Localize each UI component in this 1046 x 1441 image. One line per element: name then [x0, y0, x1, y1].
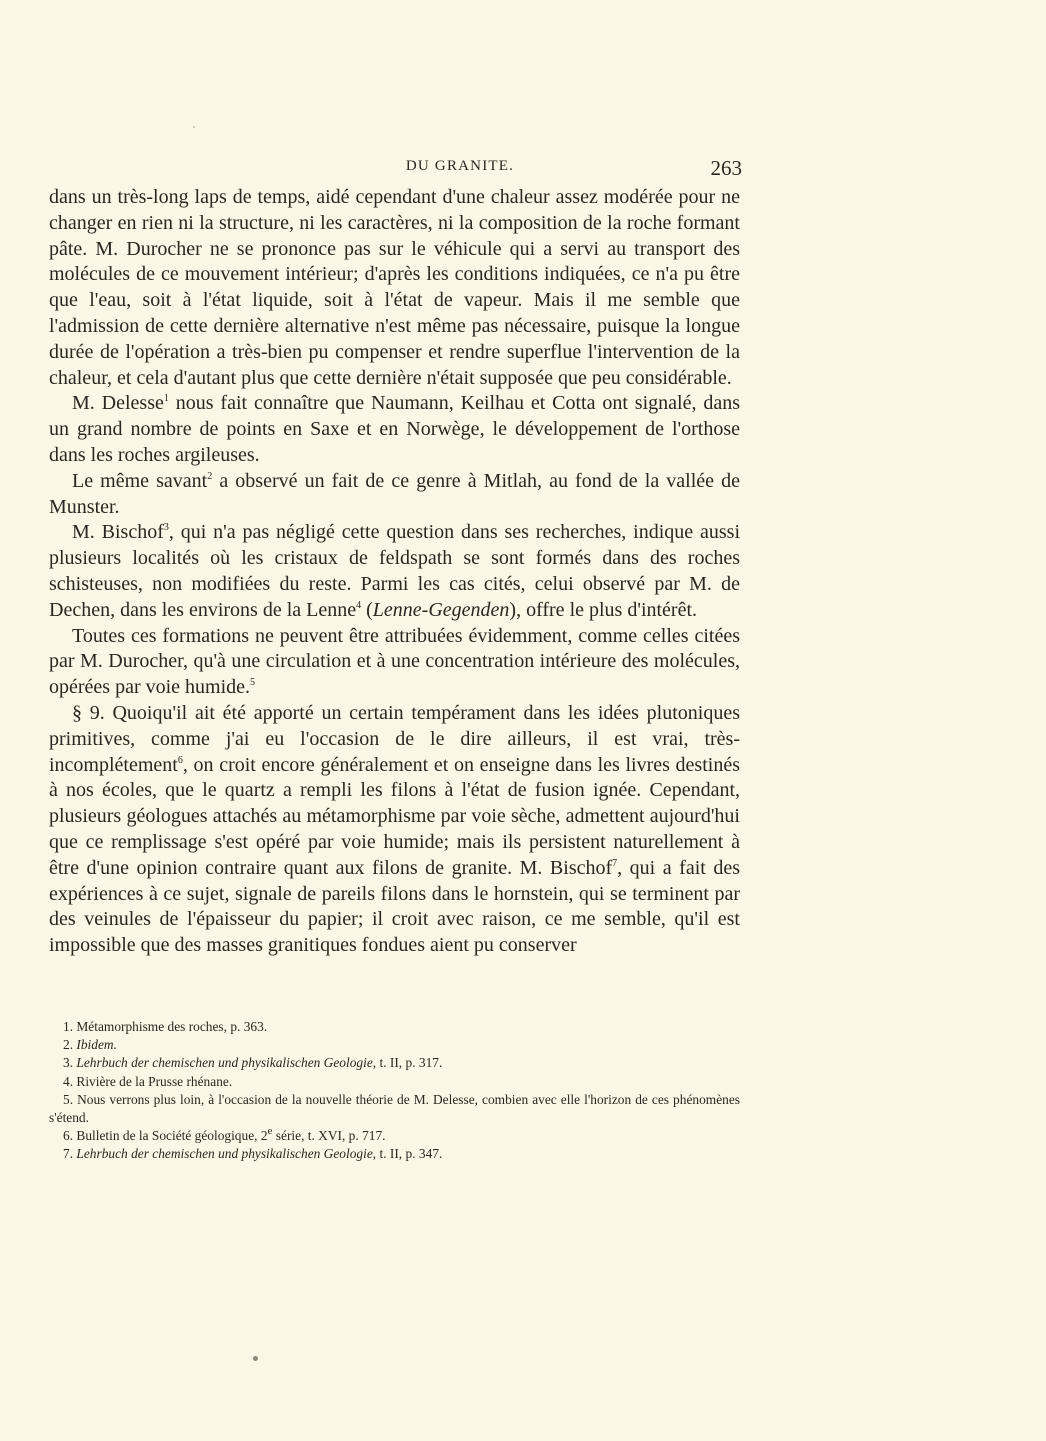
footnote-ref: 7 [612, 857, 618, 869]
paragraph-1: dans un très-long laps de temps, aidé cependant d'une chaleur assez modérée pour ne changer en rien ni la structure, ni les caractères, ni la composition de la roche formant pâte. M. Durocher ne se prononce pas sur le véhicule qui a servi au transport des molécules de ce mouvement intérieur; d'après les conditions indiquées, ce n'a pu être que l'eau, soit à l'état liquide, soit à l'état de vapeur. Mais il me semble que l'admission de cette dernière alternative n'est même pas nécessaire, puisque la longue durée de l'opération a très-bien pu compenser et rendre superflue l'intervention de la chaleur, et cela d'autant plus que cette dernière n'était supposée que peu considérable. [49, 186, 740, 389]
footnote-3 [49, 1054, 740, 1072]
text-run: M. Bischof [72, 521, 164, 544]
text-run: , t. II, p. 347. [372, 1146, 443, 1162]
footnote-7 [49, 1145, 740, 1163]
paragraph-2 [49, 391, 740, 468]
italic-citation: Lehrbuch der chemischen und physikalischen Geologie [76, 1055, 373, 1071]
footnotes [49, 1018, 740, 1164]
text-run: série, t. XVI, p. 717. [272, 1128, 386, 1144]
body-text [49, 185, 740, 959]
page-number: 263 [710, 156, 742, 180]
text-run: , t. II, p. 317. [372, 1055, 443, 1071]
text-run: nous fait connaître que Naumann, Keilhau et Cotta ont signalé, dans un grand nombre de points en Saxe et en Norwège, le développement de l'orthose dans les roches argileuses. [49, 392, 740, 466]
italic-citation: Lehrbuch der chemischen und physikalischen Geologie [76, 1146, 373, 1162]
footnote-6 [49, 1127, 740, 1145]
text-run: a observé un fait de ce genre à Mitlah, au fond de la vallée de Munster. [49, 469, 740, 518]
text-run: , qui n'a pas négligé cette question dans ses recherches, indique aussi plusieurs localités où les cristaux de feldspath se sont formés dans des roches schisteuses, non modifiées du reste. Parmi les cas cités, celui observé par M. de Dechen, dans les environs de la Lenne [49, 521, 741, 621]
ink-dot [253, 1356, 258, 1361]
footnote-ref: 6 [177, 754, 183, 766]
footnote-number: 2. [63, 1037, 77, 1053]
footnote-ref: 1 [163, 393, 169, 405]
footnote-ref: 4 [356, 599, 362, 611]
text-run: Le même savant [72, 469, 208, 492]
paragraph-3 [49, 469, 740, 521]
paragraph-6 [49, 701, 740, 959]
text-run: ( [361, 598, 373, 621]
footnote-number: 3. [63, 1055, 77, 1071]
running-title: DU GRANITE. [405, 158, 515, 174]
italic-term: Lenne-Gegenden [372, 598, 510, 621]
footnote-ref: 5 [250, 677, 256, 689]
footnote-number: 7. [63, 1146, 77, 1162]
footnote-ref: 2 [207, 470, 213, 482]
text-run: , qui a fait des expériences à ce sujet, signale de pareils filons dans le hornstein, qui se terminent par des veinules de l'épaisseur du papier; il croit avec raison, ce me semble, qu'il est impossible que des masses granitiques fondues aient pu conserver [49, 856, 740, 957]
footnote-1: 1. Métamorphisme des roches, p. 363. [63, 1019, 268, 1034]
paragraph-4 [49, 520, 740, 623]
running-header [0, 158, 1046, 184]
ordinal-superscript: e [267, 1125, 273, 1138]
footnote-5: 5. Nous verrons plus loin, à l'occasion de la nouvelle théorie de M. Delesse, combien avec elle l'horizon de ces phénomènes s'étend. [49, 1091, 740, 1126]
footnote-ref: 3 [163, 522, 169, 534]
paragraph-5 [49, 624, 740, 701]
footnote-2 [49, 1036, 740, 1054]
text-run: M. Delesse [72, 392, 164, 415]
text-run: , on croit encore généralement et on enseigne dans les livres destinés à nos écoles, que le quartz a rempli les filons à l'état de fusion ignée. Cependant, plusieurs géologues attachés au métamorphisme par voie sèche, admettent aujourd'hui que ce remplissage s'est opéré par voie humide; mais ils persistent naturellement à être d'une opinion contraire quant aux filons de granite. M. Bischof [49, 753, 740, 879]
text-run: 6. Bulletin de la Société géologique, 2 [63, 1128, 268, 1144]
italic-citation: Ibidem. [76, 1037, 117, 1053]
text-run: § 9. Quoiqu'il ait été apporté un certain tempérament dans les idées plutoniques primitives, comme j'ai eu l'occasion de le dire ailleurs, il est vrai, très-incomplétement [49, 701, 740, 776]
footnote-4: 4. Rivière de la Prusse rhénane. [63, 1073, 233, 1089]
text-run: Toutes ces formations ne peuvent être attribuées évidemment, comme celles citées par M. Durocher, qu'à une circulation et à une concentration intérieure des molécules, opérées par voie humide. [49, 624, 740, 699]
paper-speck [193, 126, 195, 128]
text-run: ), offre le plus d'intérêt. [509, 598, 698, 621]
